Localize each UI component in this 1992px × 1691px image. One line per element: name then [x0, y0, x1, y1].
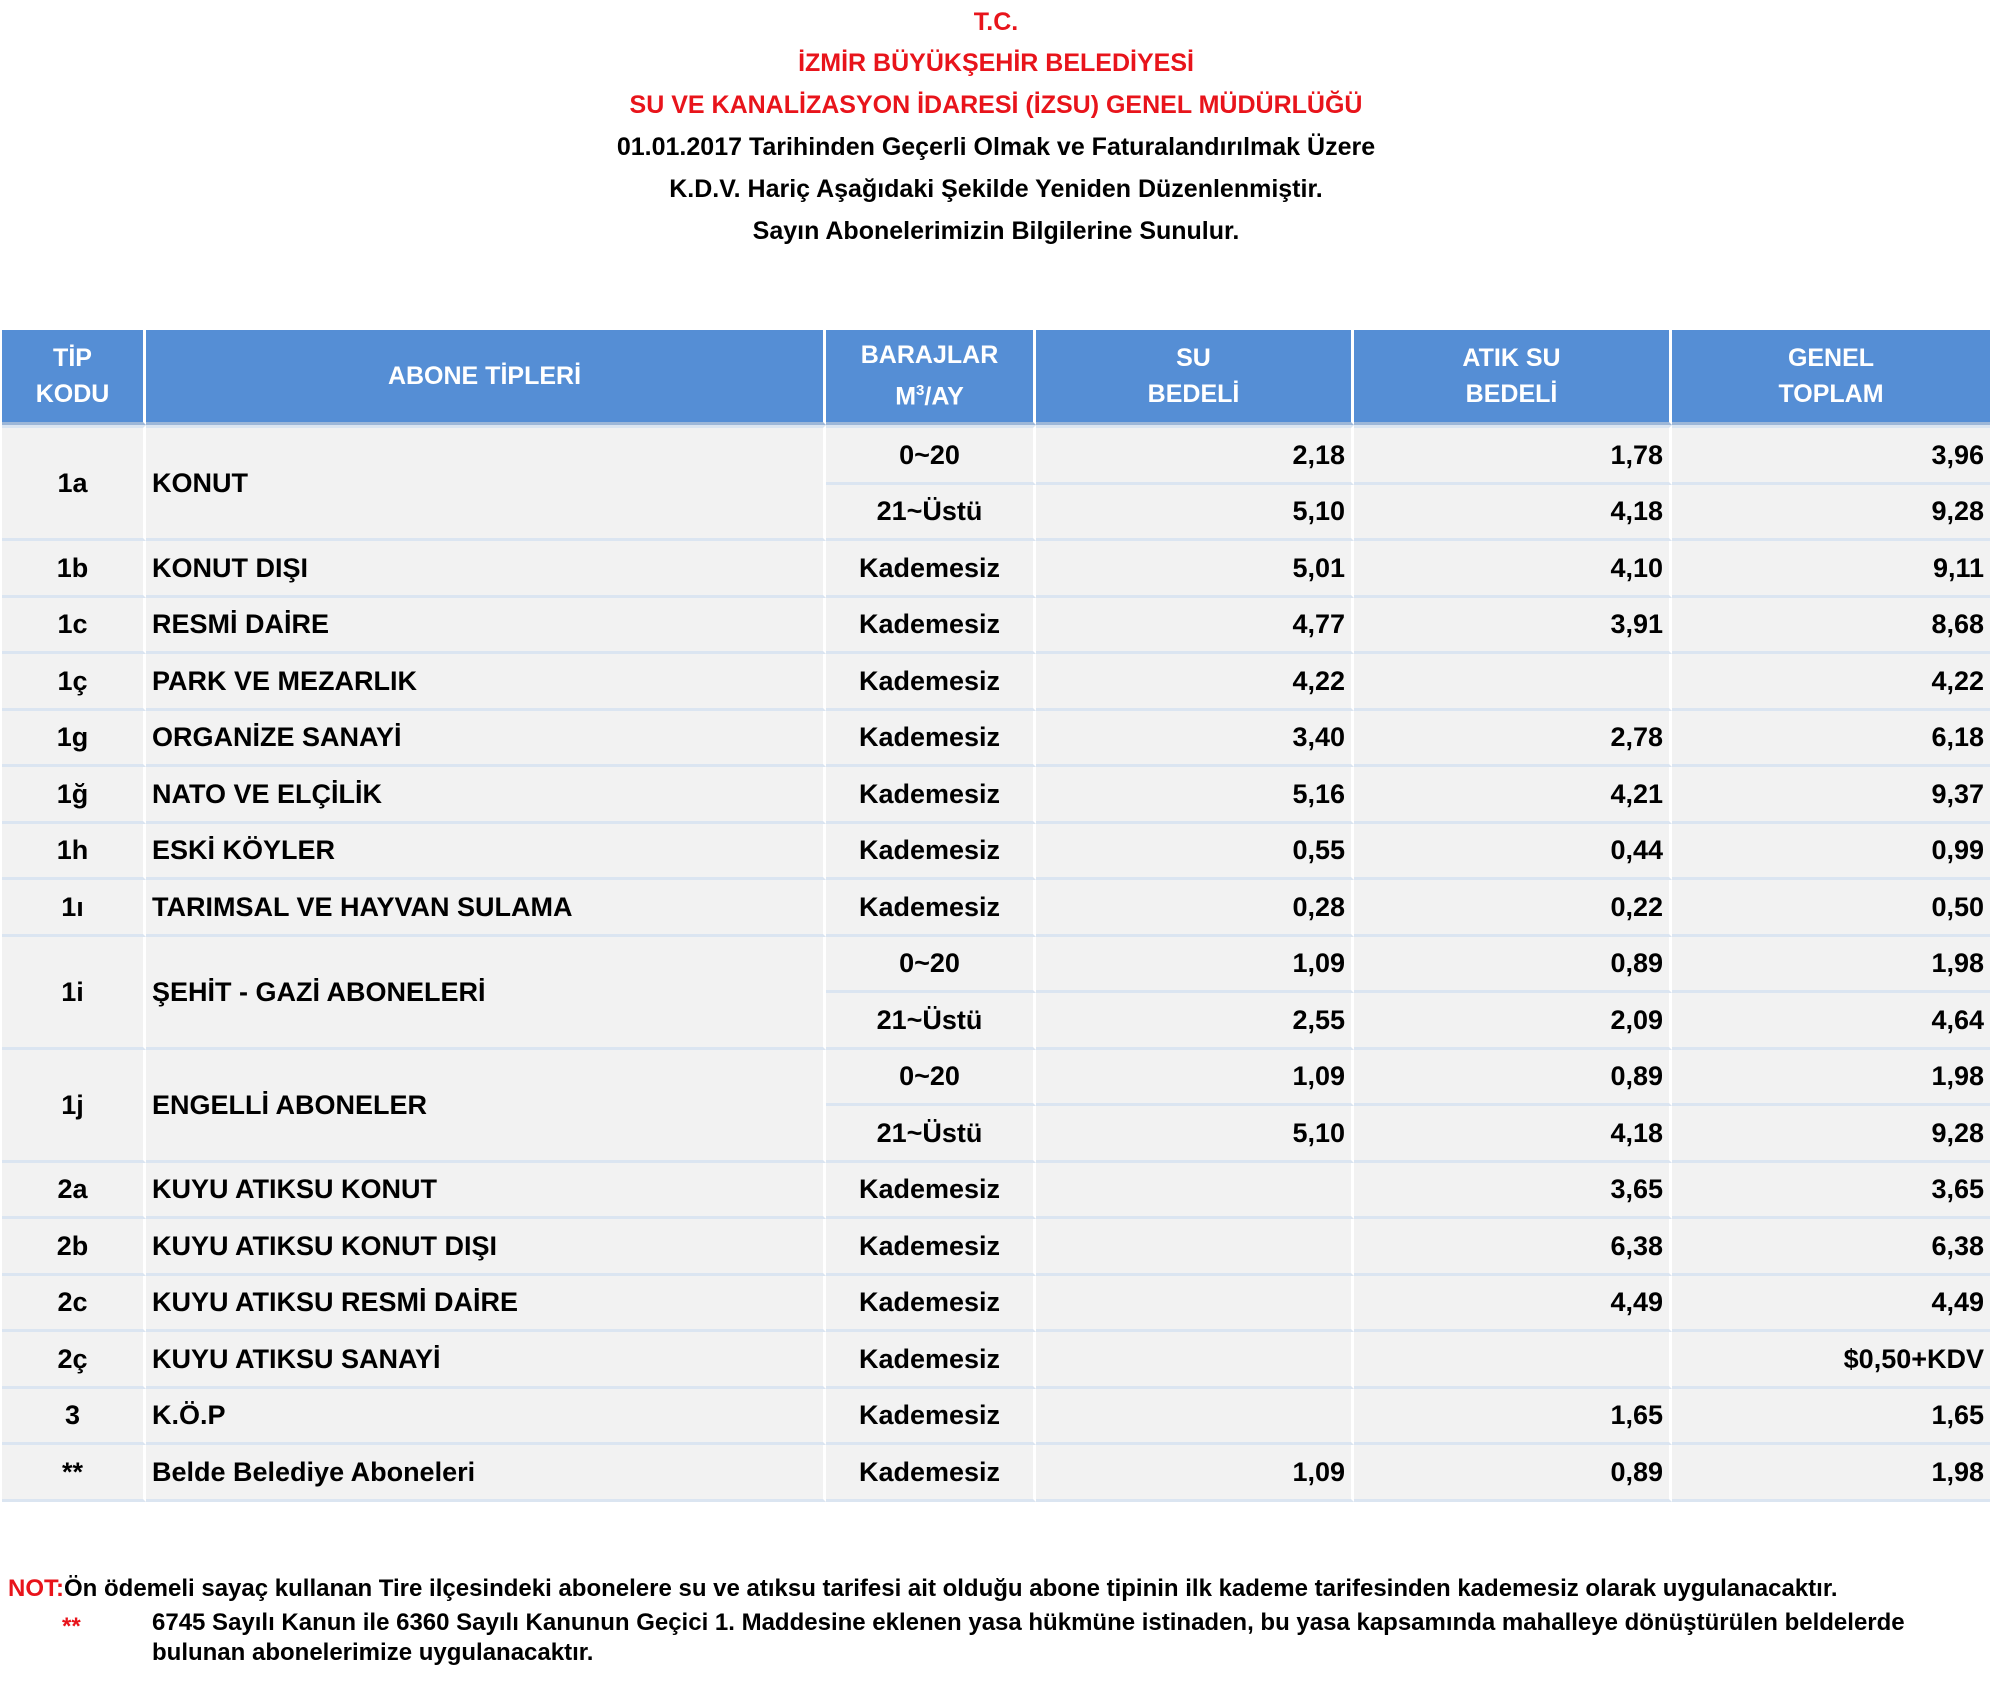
su-bedeli [1036, 1219, 1354, 1276]
su-bedeli: 0,55 [1036, 824, 1354, 881]
abone-type: ESKİ KÖYLER [146, 824, 826, 881]
tier: 21~Üstü [826, 485, 1036, 542]
table-header-row [2, 330, 1990, 425]
genel-toplam: 4,64 [1672, 993, 1990, 1050]
atik-su-bedeli: 4,18 [1354, 1106, 1672, 1163]
tier: Kademesiz [826, 1219, 1036, 1276]
su-bedeli: 5,10 [1036, 1106, 1354, 1163]
table-row [2, 1445, 1990, 1502]
tip-code: 1j [2, 1050, 146, 1163]
table-row [2, 541, 1990, 598]
genel-toplam: 9,28 [1672, 1106, 1990, 1163]
atik-su-bedeli: 3,91 [1354, 598, 1672, 655]
tier: Kademesiz [826, 598, 1036, 655]
header-municipality: İZMİR BÜYÜKŞEHİR BELEDİYESİ [798, 49, 1194, 77]
atik-su-bedeli: 4,18 [1354, 485, 1672, 542]
tier: 21~Üstü [826, 1106, 1036, 1163]
abone-type: KONUT [146, 425, 826, 541]
atik-su-bedeli: 4,49 [1354, 1276, 1672, 1333]
abone-type: KUYU ATIKSU KONUT [146, 1163, 826, 1220]
atik-su-bedeli: 2,09 [1354, 993, 1672, 1050]
atik-su-bedeli [1354, 654, 1672, 711]
tariff-table [2, 330, 1990, 1502]
header-izsu: SU VE KANALİZASYON İDARESİ (İZSU) GENEL MÜDÜRLÜĞÜ [629, 91, 1363, 119]
su-bedeli [1036, 1163, 1354, 1220]
genel-toplam: 3,96 [1672, 425, 1990, 485]
atik-su-bedeli: 0,22 [1354, 880, 1672, 937]
tip-code: 1a [2, 425, 146, 541]
table-row [2, 824, 1990, 881]
note-prepaid [8, 1574, 1838, 1604]
su-bedeli: 0,28 [1036, 880, 1354, 937]
abone-type: ENGELLİ ABONELER [146, 1050, 826, 1163]
atik-su-bedeli: 2,78 [1354, 711, 1672, 768]
su-bedeli [1036, 1276, 1354, 1333]
tier: Kademesiz [826, 1445, 1036, 1502]
genel-toplam: 9,37 [1672, 767, 1990, 824]
table-row [2, 767, 1990, 824]
tip-code: ** [2, 1445, 146, 1502]
genel-toplam: 3,65 [1672, 1163, 1990, 1220]
su-bedeli: 5,01 [1036, 541, 1354, 598]
abone-type: KUYU ATIKSU SANAYİ [146, 1332, 826, 1389]
table-row [2, 937, 1990, 994]
abone-type: NATO VE ELÇİLİK [146, 767, 826, 824]
atik-su-bedeli: 0,89 [1354, 1050, 1672, 1107]
su-bedeli: 5,16 [1036, 767, 1354, 824]
table-row [2, 654, 1990, 711]
tip-code: 1b [2, 541, 146, 598]
atik-su-bedeli: 4,10 [1354, 541, 1672, 598]
col-abone-tipleri: ABONE TİPLERİ [146, 330, 826, 425]
tier: Kademesiz [826, 880, 1036, 937]
genel-toplam: 0,99 [1672, 824, 1990, 881]
atik-su-bedeli: 0,89 [1354, 937, 1672, 994]
tip-code: 1ç [2, 654, 146, 711]
tier: Kademesiz [826, 1389, 1036, 1446]
header-announcement: Sayın Abonelerimizin Bilgilerine Sunulur. [752, 217, 1240, 245]
atik-su-bedeli: 1,78 [1354, 425, 1672, 485]
tip-code: 1h [2, 824, 146, 881]
tier: 0~20 [826, 937, 1036, 994]
su-bedeli: 1,09 [1036, 937, 1354, 994]
su-bedeli: 5,10 [1036, 485, 1354, 542]
abone-type: ŞEHİT - GAZİ ABONELERİ [146, 937, 826, 1050]
abone-type: K.Ö.P [146, 1389, 826, 1446]
tier: Kademesiz [826, 1276, 1036, 1333]
col-su-bedeli: SU BEDELİ [1036, 330, 1354, 425]
abone-type: PARK VE MEZARLIK [146, 654, 826, 711]
col-barajlar: BARAJLAR $M^3/AY$ [826, 330, 1036, 425]
tip-code: 3 [2, 1389, 146, 1446]
tip-code: 2a [2, 1163, 146, 1220]
note-belde-text: 6745 Sayılı Kanun ile 6360 Sayılı Kanunun Geçici 1. Maddesine eklenen yasa hükmüne istinaden, bu yasa kapsamında mahalleye dönüştürülen beldelerde bulunan abonelerimize uygulanacaktır. [152, 1609, 1905, 1666]
tier: Kademesiz [826, 711, 1036, 768]
su-bedeli: 4,22 [1036, 654, 1354, 711]
su-bedeli: 3,40 [1036, 711, 1354, 768]
tier: Kademesiz [826, 767, 1036, 824]
tier: 21~Üstü [826, 993, 1036, 1050]
col-tip-kodu: TİP KODU [2, 330, 146, 425]
abone-type: RESMİ DAİRE [146, 598, 826, 655]
tip-code: 2ç [2, 1332, 146, 1389]
tip-code: 1c [2, 598, 146, 655]
tip-code: 2c [2, 1276, 146, 1333]
tier: Kademesiz [826, 541, 1036, 598]
genel-toplam: 1,98 [1672, 937, 1990, 994]
table-row [2, 1276, 1990, 1333]
abone-type: ORGANİZE SANAYİ [146, 711, 826, 768]
tip-code: 1ğ [2, 767, 146, 824]
genel-toplam: 4,22 [1672, 654, 1990, 711]
genel-toplam: 1,65 [1672, 1389, 1990, 1446]
table-row [2, 880, 1990, 937]
tier: 0~20 [826, 1050, 1036, 1107]
table-row [2, 1389, 1990, 1446]
genel-toplam: 8,68 [1672, 598, 1990, 655]
atik-su-bedeli: 0,89 [1354, 1445, 1672, 1502]
tier: 0~20 [826, 425, 1036, 485]
genel-toplam: 0,50 [1672, 880, 1990, 937]
table-row [2, 1163, 1990, 1220]
atik-su-bedeli: 1,65 [1354, 1389, 1672, 1446]
tier: Kademesiz [826, 824, 1036, 881]
table-row [2, 425, 1990, 485]
atik-su-bedeli: 6,38 [1354, 1219, 1672, 1276]
abone-type: KONUT DIŞI [146, 541, 826, 598]
su-bedeli: 1,09 [1036, 1445, 1354, 1502]
su-bedeli: 4,77 [1036, 598, 1354, 655]
su-bedeli: 2,55 [1036, 993, 1354, 1050]
genel-toplam: 9,28 [1672, 485, 1990, 542]
atik-su-bedeli: 0,44 [1354, 824, 1672, 881]
table-row [2, 1219, 1990, 1276]
genel-toplam: 6,38 [1672, 1219, 1990, 1276]
col-genel-toplam: GENEL TOPLAM [1672, 330, 1990, 425]
su-bedeli: 2,18 [1036, 425, 1354, 485]
su-bedeli: 1,09 [1036, 1050, 1354, 1107]
note-stars-marker: ** [62, 1613, 81, 1640]
header-tc: T.C. [973, 8, 1019, 36]
table-row [2, 1332, 1990, 1389]
tip-code: 1i [2, 937, 146, 1050]
tip-code: 1ı [2, 880, 146, 937]
table-row [2, 598, 1990, 655]
tip-code: 2b [2, 1219, 146, 1276]
tier: Kademesiz [826, 1163, 1036, 1220]
abone-type: TARIMSAL VE HAYVAN SULAMA [146, 880, 826, 937]
atik-su-bedeli: 3,65 [1354, 1163, 1672, 1220]
genel-toplam: $0,50+KDV [1672, 1332, 1990, 1389]
su-bedeli [1036, 1332, 1354, 1389]
note-label: NOT: [8, 1575, 64, 1602]
genel-toplam: 6,18 [1672, 711, 1990, 768]
tip-code: 1g [2, 711, 146, 768]
genel-toplam: 1,98 [1672, 1445, 1990, 1502]
su-bedeli [1036, 1389, 1354, 1446]
tier: Kademesiz [826, 1332, 1036, 1389]
genel-toplam: 9,11 [1672, 541, 1990, 598]
tier: Kademesiz [826, 654, 1036, 711]
header-vat-note: K.D.V. Hariç Aşağıdaki Şekilde Yeniden Düzenlenmiştir. [669, 175, 1323, 203]
abone-type: KUYU ATIKSU KONUT DIŞI [146, 1219, 826, 1276]
col-atik-su-bedeli: ATIK SU BEDELİ [1354, 330, 1672, 425]
genel-toplam: 4,49 [1672, 1276, 1990, 1333]
abone-type: Belde Belediye Aboneleri [146, 1445, 826, 1502]
table-row [2, 1050, 1990, 1107]
genel-toplam: 1,98 [1672, 1050, 1990, 1107]
note-prepaid-text: Ön ödemeli sayaç kullanan Tire ilçesindeki abonelere su ve atıksu tarifesi ait olduğu abone tipinin ilk kademe tarifesinden kademesiz olarak uygulanacaktır. [64, 1575, 1838, 1602]
header-validity: 01.01.2017 Tarihinden Geçerli Olmak ve Faturalandırılmak Üzere [616, 133, 1376, 161]
atik-su-bedeli [1354, 1332, 1672, 1389]
atik-su-bedeli: 4,21 [1354, 767, 1672, 824]
abone-type: KUYU ATIKSU RESMİ DAİRE [146, 1276, 826, 1333]
table-row [2, 711, 1990, 768]
